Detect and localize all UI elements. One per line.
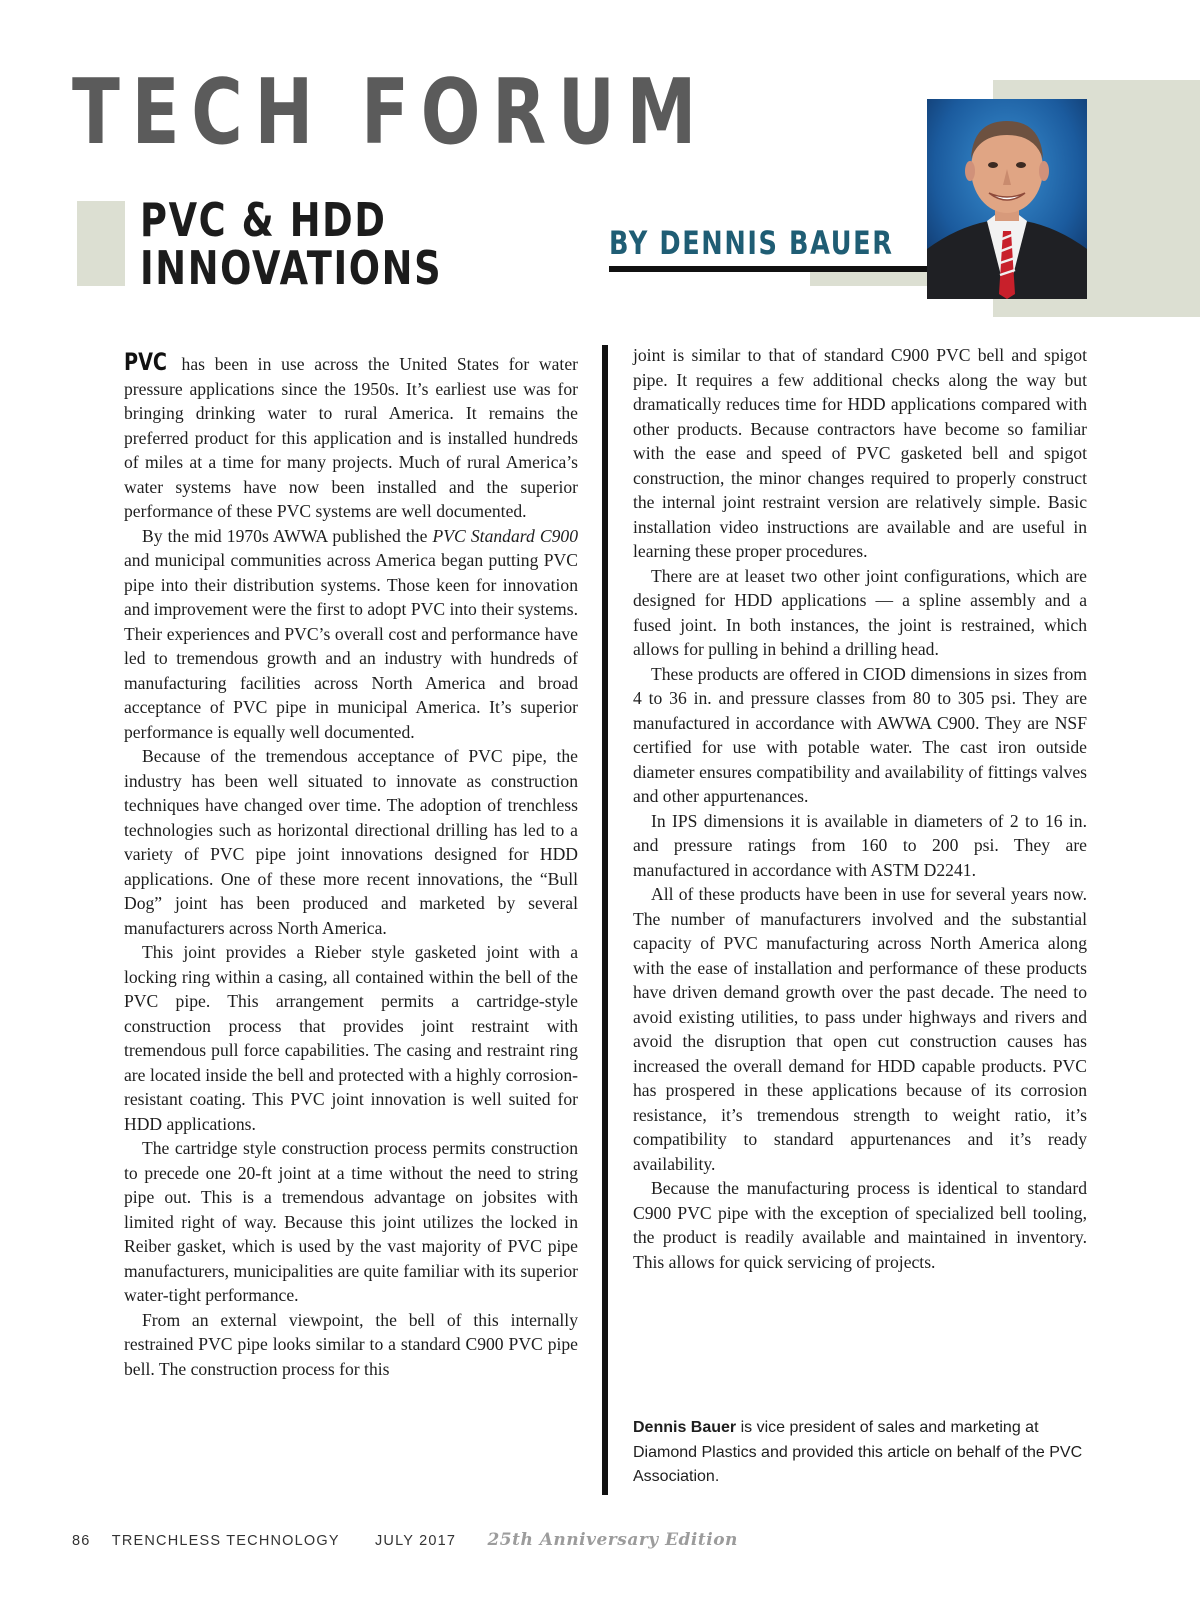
paragraph: There are at leaset two other joint configurations, which are designed for HDD applications — a spline assembly and a fused joint. In both instances, the joint is restrained, which allows for pulling in behind a drilling head. (633, 565, 1087, 659)
paragraph (124, 350, 578, 524)
paragraph: All of these products have been in use for several years now. The number of manufacturers involved and the substantial capacity of PVC manufacturing across North America along with the ease of installation and performance of these products have driven demand growth over the past decade. The need to avoid existing utilities, to pass under highways and rivers and avoid the disruption that open cut construction causes has increased the overall demand for HDD capable products. PVC has prospered in these applications because of its corrosion resistance, it’s tremendous strength to weight ratio, it’s compatibility to standard appurtenances and it’s ready availability. (633, 884, 1087, 1174)
byline: BY DENNIS BAUER (609, 224, 894, 262)
page-footer (72, 1530, 738, 1550)
paragraph: In IPS dimensions it is available in diameters of 2 to 16 in. and pressure ratings from 160 to 200 psi. They are manufactured in accordance with ASTM D2241. (633, 810, 1087, 880)
lead-word: PVC (124, 348, 168, 376)
paragraph-text: By the mid 1970s AWWA published the (142, 525, 433, 546)
issue-date: JULY 2017 (374, 1533, 457, 1549)
column-divider (602, 345, 608, 1495)
headline-line-1: PVC & HDD (140, 193, 387, 247)
paragraph: Because of the tremendous acceptance of PVC pipe, the industry has been well situated to innovate as construction techniques have changed over time. The adoption of trenchless technologies such as horizontal directional drilling has led to a variety of PVC pipe joint innovations designed for HDD applications. One of these more recent innovations, the “Bull Dog” joint has been produced and marketed by several manufacturers across North America. (124, 746, 578, 938)
page-number: 86 (72, 1533, 91, 1549)
paragraph: The cartridge style construction process permits construction to precede one 20-ft joint at a time without the need to string pipe out. This is a tremendous advantage on jobsites with limited right of way. Because this joint utilizes the locked in Reiber gasket, which is used by the vast majority of PVC pipe manufacturers, municipalities are quite familiar with its superior water-tight performance. (124, 1138, 578, 1305)
article-column-left (124, 350, 578, 1381)
paragraph (124, 524, 578, 745)
article-column-right (633, 343, 1087, 1274)
author-bio (633, 1416, 1093, 1490)
headline (140, 193, 443, 295)
accent-block (77, 201, 125, 286)
paragraph: joint is similar to that of standard C900 PVC bell and spigot pipe. It requires a few additional checks along the way but dramatically reduces time for HDD applications compared with other products. Because contractors have become so familiar with the ease and speed of PVC gasketed bell and spigot construction, the minor changes required to properly construct the internal joint restraint version are relatively simple. Basic installation video instructions are available and are useful in learning these proper procedures. (633, 345, 1087, 561)
byline-rule (609, 266, 929, 272)
bio-name: Dennis Bauer (633, 1419, 737, 1436)
paragraph-text: and municipal communities across America began putting PVC pipe into their distribution systems. Those keen for innovation and improvement were the first to adopt PVC into their systems. Their experiences and PVC’s overall cost and performance have led to tremendous growth and an industry with hundreds of manufacturing facilities across North America and broad acceptance of PVC pipe in municipal America. It’s superior performance is equally well documented. (124, 550, 578, 742)
standard-title: PVC Standard C900 (432, 525, 578, 546)
magazine-name: TRENCHLESS TECHNOLOGY (111, 1533, 340, 1549)
bio-text: is vice president of sales and marketing at Diamond Plastics and provided this article on behalf of the PVC Association. (633, 1419, 1083, 1485)
headline-line-2: INNOVATIONS (140, 241, 443, 295)
edition-label: 25th Anniversary Edition (487, 1530, 738, 1550)
paragraph: This joint provides a Rieber style gasketed joint with a locking ring within a casing, all contained within the bell of the PVC pipe. This arrangement permits a cartridge-style construction process that provides joint restraint with tremendous pull force capabilities. The casing and restraint ring are located inside the bell and protected with a highly corrosion-resistant coating. This PVC joint innovation is well suited for HDD applications. (124, 942, 578, 1134)
paragraph: From an external viewpoint, the bell of this internally restrained PVC pipe looks similar to a standard C900 PVC pipe bell. The construction process for this (124, 1309, 578, 1379)
author-photo (927, 99, 1087, 299)
paragraph: Because the manufacturing process is identical to standard C900 PVC pipe with the exception of specialized bell tooling, the product is readily available and maintained in inventory. This allows for quick servicing of projects. (633, 1178, 1087, 1272)
paragraph: These products are offered in CIOD dimensions in sizes from 4 to 36 in. and pressure classes from 80 to 305 psi. They are manufactured in accordance with AWWA C900. They are NSF certified for use with potable water. The cast iron outside diameter ensures compatibility and availability of fittings valves and other appurtenances. (633, 663, 1087, 806)
section-title: TECH FORUM (72, 60, 709, 165)
paragraph-text: has been in use across the United States for water pressure applications since the 1950s. It’s earliest use was for bringing drinking water to rural America. It remains the preferred product for this application and is installed hundreds of miles at a time for many projects. Much of rural America’s water systems have now been installed and the superior performance of these PVC systems are well documented. (124, 354, 578, 521)
